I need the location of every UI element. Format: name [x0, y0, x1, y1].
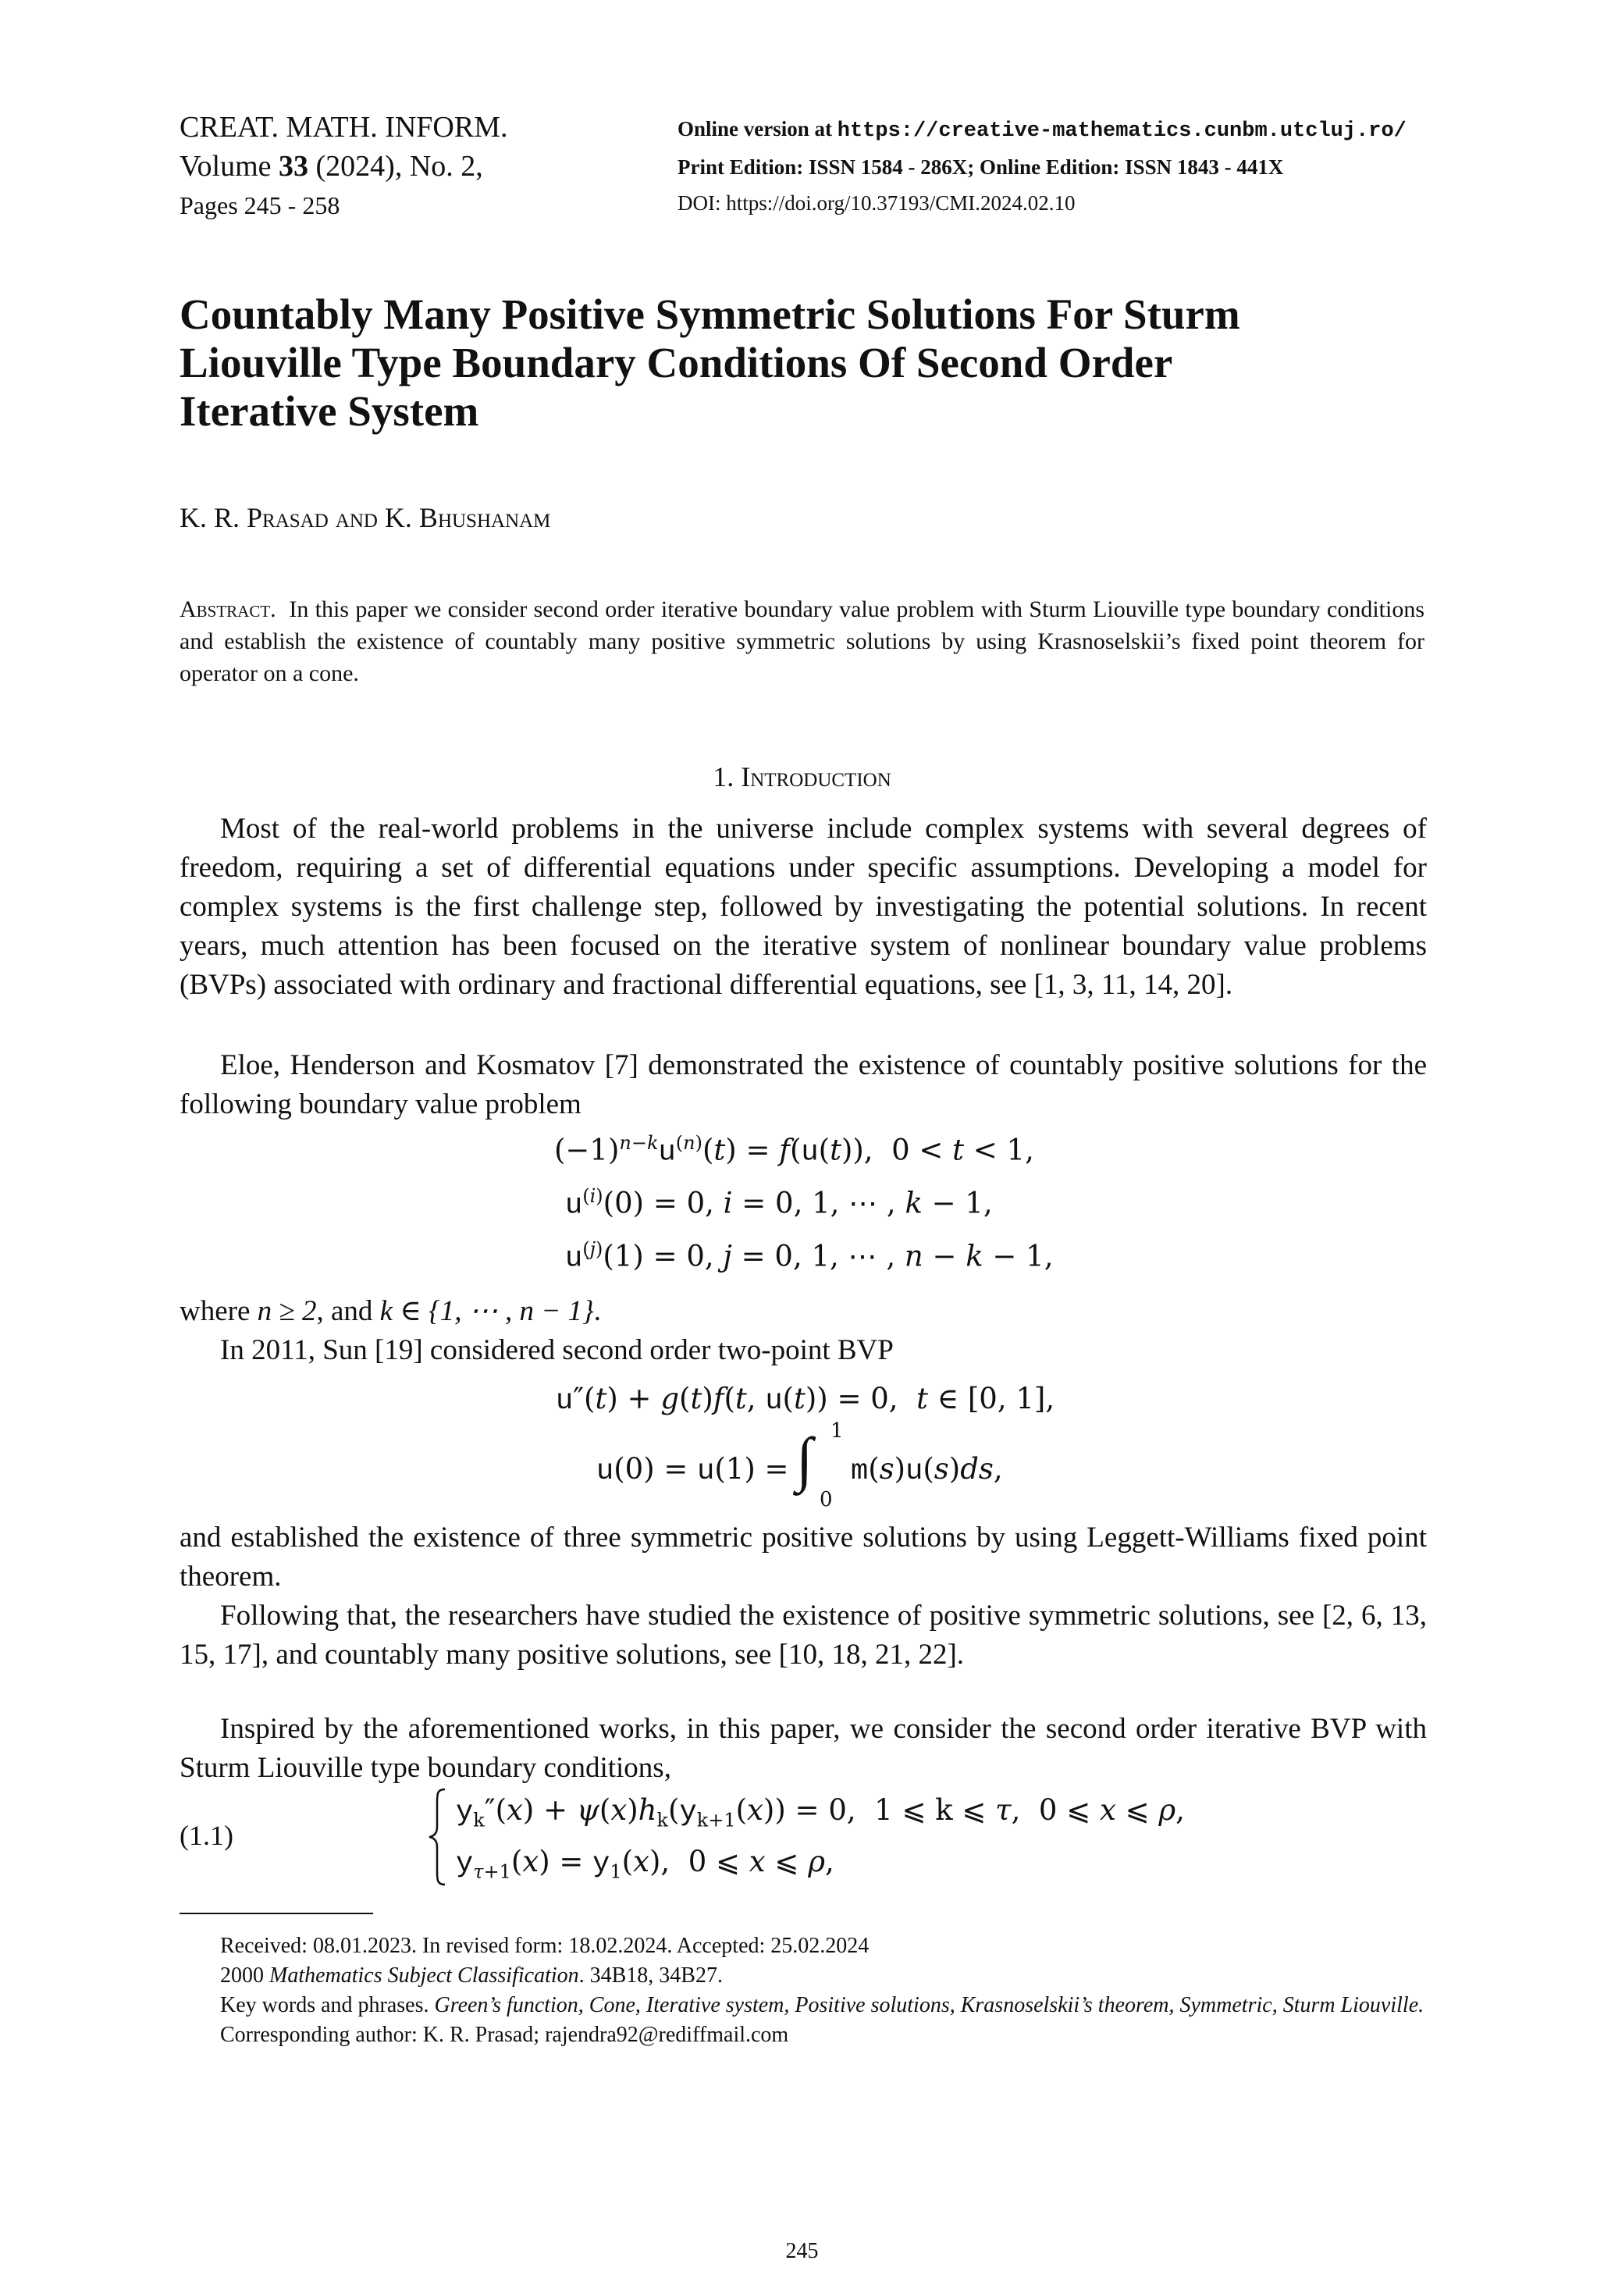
publication-info	[678, 111, 1407, 221]
section-heading-introduction: 1. Introduction	[713, 761, 891, 792]
footnote-divider	[180, 1913, 373, 1914]
online-url-link[interactable]: https://creative-mathematics.cunbm.utcluj.ro/	[837, 119, 1407, 143]
received-dates: Received: 08.01.2023. In revised form: 18.02.2024. Accepted: 25.02.2024	[220, 1934, 870, 1958]
corresponding-author: Corresponding author: K. R. Prasad; rajendra92@rediffmail.com	[220, 2023, 789, 2047]
where-line: where n ≥ 2, and k ∈ {1, ⋯ , n − 1}.	[180, 1295, 602, 1327]
intro-paragraph-sun: In 2011, Sun [19] considered second order two-point BVP	[220, 1334, 894, 1366]
equation-bvp-1: $(-1)^{n-k}u^{(n)}(t) = f(u(t))$, 0 < t < 1,	[554, 1132, 1034, 1169]
journal-header	[180, 108, 508, 225]
equation-bvp-3: $u^{(j)}(1) = 0$, j = 0, 1, ⋯ , n − k − 1,	[565, 1238, 1054, 1276]
journal-name: CREAT. MATH. INFORM.	[180, 111, 508, 144]
left-brace-icon	[428, 1788, 446, 1886]
equation-sun-1: u″(t) + g(t)f(t, u(t)) = 0, t ∈ [0, 1],	[556, 1382, 1055, 1418]
intro-paragraph-2: Eloe, Henderson and Kosmatov [7] demonstrated the existence of countably positive solutions for the following boundary value problem	[180, 1049, 1427, 1120]
keywords: Key words and phrases. Green’s function, Cone, Iterative system, Positive solutions, Krasnoselskii’s theorem, Symmetric, Sturm Liouville.	[220, 1993, 1424, 2017]
equation-1-1-line-1: $y_k''(x) + \psi(x)h_k(y_{k+1}(x)) = 0$, 1 ⩽ k ⩽ τ, 0 ⩽ x ⩽ ρ,	[456, 1793, 1185, 1831]
abstract-text: In this paper we consider second order iterative boundary value problem with Sturm Liouville type boundary conditions and establish the existence of countably many positive symmetric solutions by using Krasnoselskii’s fixed point theorem for operator on a cone.	[180, 596, 1424, 686]
intro-paragraph-1: Most of the real-world problems in the universe include complex systems with several degrees of freedom, requiring a set of differential equations under specific assumptions. Developing a model for complex systems is the first challenge step, followed by investigating the potential solutions. In recent years, much attention has been focused on the iterative system of nonlinear boundary value problems (BVPs) associated with ordinary and fractional differential equations, see [1, 3, 11, 14, 20].	[180, 813, 1427, 1001]
integral-lower-limit: 0	[820, 1488, 833, 1511]
equation-bvp-2: $u^{(i)}(0) = 0$, i = 0, 1, ⋯ , k − 1,	[565, 1185, 993, 1223]
issn-line: Print Edition: ISSN 1584 - 286X; Online Edition: ISSN 1843 - 441X	[678, 155, 1284, 179]
msc-classification: 2000 Mathematics Subject Classification. 34B18, 34B27.	[220, 1963, 723, 1988]
intro-paragraph-following: Following that, the researchers have studied the existence of positive symmetric solutions, see [2, 6, 13, 15, 17], and countably many positive solutions, see [10, 18, 21, 22].	[180, 1600, 1427, 1671]
page-number: 245	[785, 2239, 819, 2263]
abstract-label: Abstract.	[180, 596, 276, 622]
intro-paragraph-leggett: and established the existence of three symmetric positive solutions by using Leggett-Williams fixed point theorem.	[180, 1522, 1427, 1593]
equation-1-1-line-2: $y_{\tau+1}(x) = y_1(x)$, 0 ⩽ x ⩽ ρ,	[456, 1845, 834, 1883]
volume-line: Volume 33 (2024), No. 2,	[180, 150, 483, 183]
doi-link[interactable]: DOI: https://doi.org/10.37193/CMI.2024.02.10	[678, 191, 1076, 215]
equation-number: (1.1)	[180, 1820, 233, 1851]
equation-sun-2-integrand: m(s)u(s)ds,	[851, 1452, 1003, 1488]
online-version: Online version at https://creative-mathematics.cunbm.utcluj.ro/	[678, 117, 1407, 143]
page-range: Pages 245 - 258	[180, 191, 340, 219]
integral-sign: ∫	[796, 1425, 813, 1493]
equation-sun-2: u(0) = u(1) =	[596, 1452, 789, 1488]
paper-title: Countably Many Positive Symmetric Solutions For Sturm Liouville Type Boundary Conditions Of Second Order Iterative System	[180, 290, 1240, 435]
abstract	[180, 593, 1424, 689]
author-list: K. R. Prasad and K. Bhushanam	[180, 502, 551, 533]
footnotes	[180, 1931, 1427, 2050]
integral-upper-limit: 1	[830, 1419, 844, 1443]
intro-paragraph-inspired: Inspired by the aforementioned works, in this paper, we consider the second order iterative BVP with Sturm Liouville type boundary conditions,	[180, 1713, 1427, 1784]
